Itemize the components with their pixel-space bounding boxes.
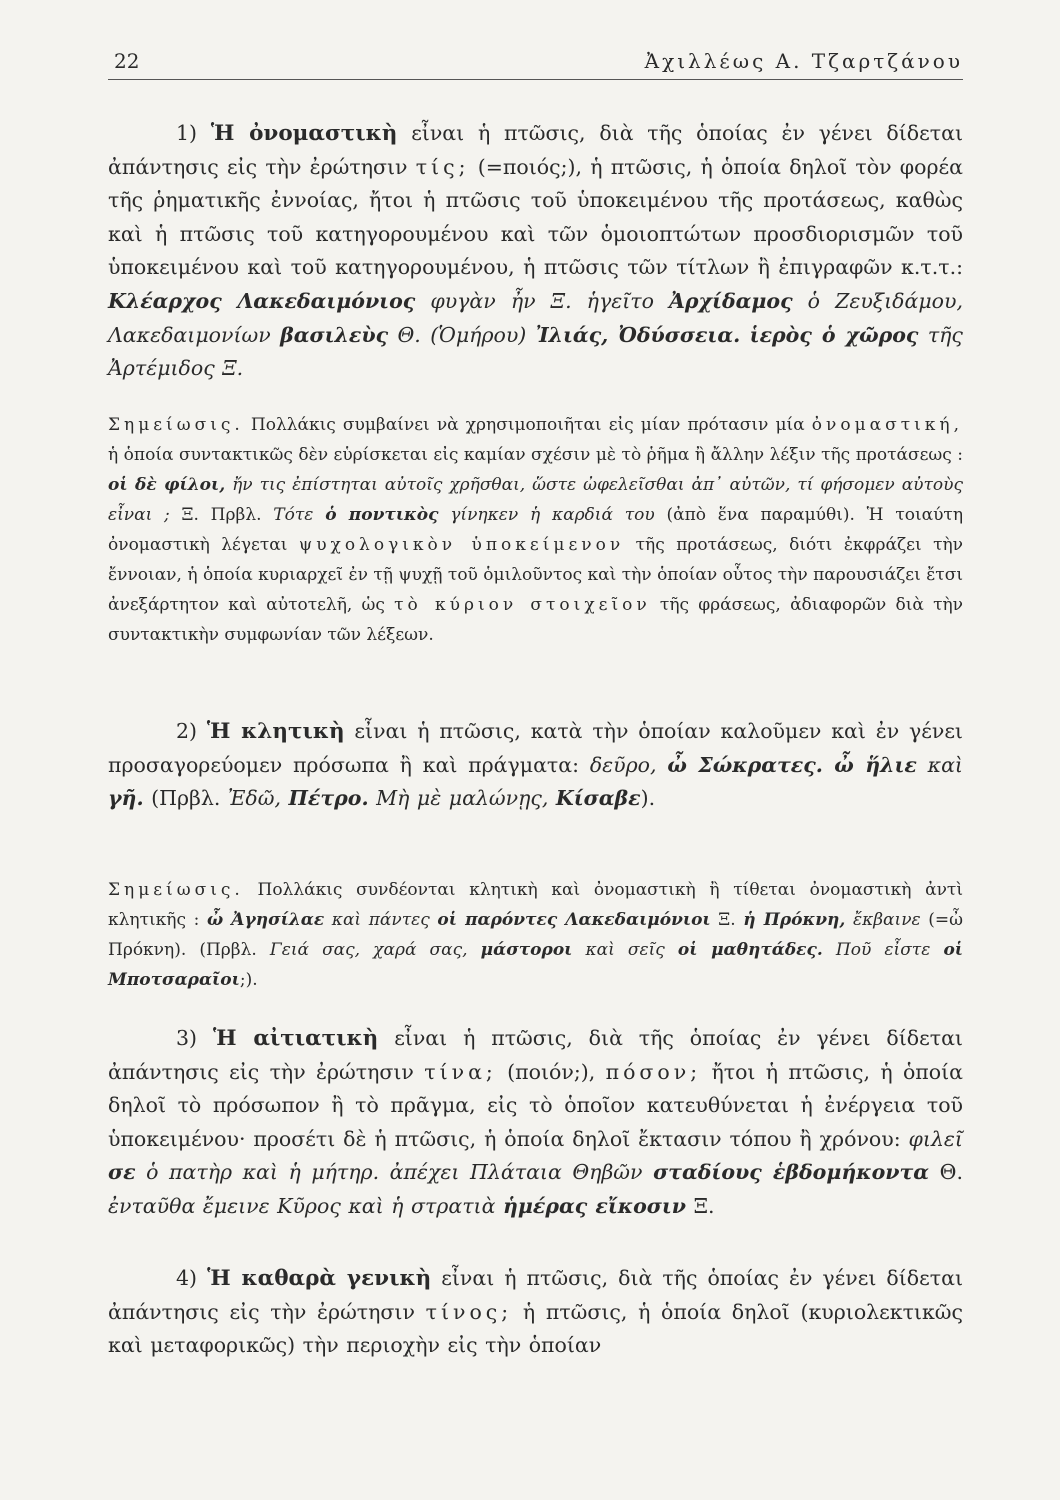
example: τῆς Ἀρτέμιδος Ξ.	[108, 322, 963, 381]
note-text: Πολλάκις συμβαίνει νὰ χρησιμοποιῆται εἰς μίαν πρότασιν μία	[250, 415, 805, 435]
section-vocative	[108, 715, 963, 816]
note-label: Σημείωσις.	[108, 880, 244, 900]
book-author: Ἀχιλλέως Α. Τζαρτζάνου	[644, 49, 963, 73]
note-text: τῆς προτάσεως, διότι ἐκφράζει τὴν ἔννοιαν, ἡ ὁποία κυριαρχεῖ ἐν τῇ ψυχῇ τοῦ ὁμιλοῦντος καὶ τὴν ὁποίαν οὗτος τὴν παρουσιάζει ἔτσι ἀνεξάρτητον καὶ αὐτοτελῆ, ὡς	[108, 535, 964, 615]
question-word: τίνος;	[425, 1299, 513, 1324]
body-text: (ποιόν;),	[507, 1059, 596, 1084]
section-nominative	[108, 117, 963, 386]
section-number: 2)	[176, 719, 198, 743]
body-text: ἤτοι ἡ πτῶσις, ἡ ὁποία δηλοῖ τὸ πρόσωπον ἢ τὸ πρᾶγμα, εἰς τὸ ὁποῖον κατευθύνεται ἡ ἐνέργεια τοῦ ὑποκειμένου· προσέτι δὲ ἡ πτῶσις, ἡ ὁποία δηλοῖ ἔκτασιν τόπου ἢ χρόνου:	[108, 1059, 963, 1151]
example: ὁ πατὴρ καὶ ἡ μήτηρ. ἀπέχει Πλάταια Θηβῶν	[146, 1160, 643, 1185]
example: καὶ πάντες	[331, 910, 430, 930]
example: ἤν τις ἐπίστηται αὐτοῖς χρῆσθαι, ὥστε ὠφελεῖσθαι ἀπ᾽ αὐτῶν, τί φήσομεν αὐτοὺς εἶναι ;	[108, 475, 964, 525]
section-genitive	[108, 1262, 963, 1363]
example: φιλεῖ	[908, 1126, 963, 1151]
example: ἔκβαινε	[852, 910, 921, 930]
example-bold: βασιλεὺς	[280, 322, 389, 347]
spaced-term: ὀνομαστική,	[811, 415, 964, 435]
note-text: Ξ. Πρβλ.	[181, 505, 262, 525]
example: ὁ Ζευξιδάμου, Λακεδαιμονίων	[108, 288, 963, 347]
note-text: ;).	[239, 970, 258, 990]
example-bold: οἱ μαθητάδες.	[677, 940, 823, 960]
example-bold: Ἰλιάς, Ὀδύσσεια.	[535, 322, 741, 347]
section-accusative	[108, 1022, 963, 1224]
example-bold: ὁ ποντικὸς	[325, 505, 439, 525]
example-bold: σταδίους ἑβδομήκοντα	[653, 1160, 930, 1185]
section-heading: Ἡ αἰτιατικὴ	[212, 1026, 379, 1051]
note-nominative	[108, 410, 963, 650]
running-head	[108, 47, 963, 80]
example-bold: Κλέαρχος Λακεδαιμόνιος	[108, 288, 416, 313]
example: γίνηκεν ἡ καρδιά του	[450, 505, 655, 525]
spaced-term: ψυχολογικὸν ὑποκείμενον	[298, 535, 625, 555]
note-text: (=ὦ Πρόκνη). (Πρβλ.	[108, 910, 964, 960]
example-bold: γῆ.	[108, 786, 144, 811]
body-text: εἶναι ἡ πτῶσις, διὰ τῆς ὁποίας ἐν γένει δίδεται ἀπάντησις εἰς τὴν ἐρώτησιν	[108, 121, 963, 179]
body-text: εἶναι ἡ πτῶσις, διὰ τῆς ὁποίας ἐν γένει δίδεται ἀπάντησις εἰς τὴν ἐρώτησιν	[108, 1026, 963, 1084]
section-heading: Ἡ ὀνομαστικὴ	[210, 121, 398, 146]
note-text: ἡ ὁποία συντακτικῶς δὲν εὑρίσκεται εἰς καμίαν σχέσιν μὲ τὸ ῥῆμα ἢ ἄλλην λέξιν τῆς προτάσεως :	[108, 445, 963, 465]
body-text: (=ποιός;), ἡ πτῶσις, ἡ ὁποία δηλοῖ τὸν φορέα τῆς ῥηματικῆς ἐννοίας, ἤτοι ἡ πτῶσις τοῦ ὑποκειμένου τῆς προτάσεως, καθὼς καὶ ἡ πτῶσις τοῦ κατηγορουμένου καὶ τῶν ὁμοιοπτώτων προσδιορισμῶν τοῦ ὑποκειμένου καὶ τοῦ κατηγορουμένου, ἡ πτῶσις τῶν τίτλων ἢ ἐπιγραφῶν κ.τ.τ.:	[108, 154, 963, 280]
example: Ἐδῶ,	[227, 786, 281, 811]
example-bold: Ἀρχίδαμος	[669, 288, 793, 313]
section-number: 1)	[176, 121, 198, 145]
example: Ποῦ εἶστε	[835, 940, 931, 960]
example: Τότε	[273, 505, 314, 525]
example: δεῦρο,	[589, 752, 657, 777]
example-bold: οἱ δὲ φίλοι,	[108, 475, 226, 495]
body-text: εἶναι ἡ πτῶσις, κατὰ τὴν ὁποίαν καλοῦμεν καὶ ἐν γένει προσαγορεύομεν πρόσωπα ἢ καὶ πράγματα:	[108, 719, 963, 777]
body-text: εἶναι ἡ πτῶσις, διὰ τῆς ὁποίας ἐν γένει δίδεται ἀπάντησις εἰς τὴν ἐρώτησιν	[108, 1266, 963, 1324]
example-bold: Κίσαβε	[555, 786, 641, 811]
example: καὶ σεῖς	[585, 940, 665, 960]
question-word: πόσον;	[605, 1059, 702, 1084]
note-text: τῆς φράσεως, ἀδιαφορῶν διὰ τὴν συντακτικὴν συμφωνίαν τῶν λέξεων.	[108, 595, 964, 645]
body-text: Ξ.	[693, 1193, 715, 1218]
example: Θ. (Ὁμήρου)	[397, 322, 527, 347]
page-number: 22	[114, 49, 140, 73]
example-bold: Πέτρο.	[288, 786, 369, 811]
body-text: ἡ πτῶσις, ἡ ὁποία δηλοῖ (κυριολεκτικῶς καὶ μεταφορικῶς) τὴν περιοχὴν εἰς τὴν ὁποίαν	[108, 1299, 963, 1358]
section-heading: Ἡ καθαρὰ γενικὴ	[207, 1266, 432, 1291]
section-number: 4)	[176, 1266, 198, 1290]
spaced-term: τὸ κύριον στοιχεῖον	[394, 595, 651, 615]
example-bold: οἱ Μποτσαραῖοι	[108, 940, 964, 990]
example-bold: σε	[108, 1160, 136, 1185]
section-number: 3)	[176, 1026, 198, 1050]
example-bold: ἱερὸς ὁ χῶρος	[749, 322, 919, 347]
example: Γειά σας, χαρά σας,	[269, 940, 468, 960]
question-word: τίνα;	[424, 1059, 497, 1084]
example: Μὴ μὲ μαλώνῃς,	[376, 786, 549, 811]
note-text: (ἀπὸ ἕνα παραμύθι). Ἡ τοιαύτη ὀνομαστικὴ λέγεται	[108, 505, 964, 555]
section-heading: Ἡ κλητικὴ	[206, 719, 345, 744]
example: ἐνταῦθα ἔμεινε Κῦρος καὶ ἡ στρατιὰ	[108, 1193, 496, 1218]
example-bold: ὦ Σώκρατες. ὦ ἥλιε	[667, 752, 917, 777]
body-text: (Πρβλ.	[151, 786, 221, 811]
example: φυγὰν ἦν Ξ. ἡγεῖτο	[430, 288, 654, 313]
example-bold: οἱ παρόντες Λακεδαιμόνιοι	[437, 910, 711, 930]
note-label: Σημείωσις.	[108, 415, 244, 435]
example: καὶ	[927, 752, 963, 777]
example-bold: ἡμέρας εἴκοσιν	[502, 1193, 687, 1218]
example-bold: μάστοροι	[480, 940, 573, 960]
body-text: Θ.	[939, 1160, 963, 1185]
body-text: ).	[640, 786, 656, 811]
question-word: τίς;	[415, 154, 470, 179]
note-text: Πολλάκις συνδέονται κλητικὴ καὶ ὀνομαστικὴ ἢ τίθεται ὀνομαστικὴ ἀντὶ κλητικῆς :	[108, 880, 964, 930]
note-vocative	[108, 875, 963, 995]
example-bold: ὦ Ἀγησίλαε	[206, 910, 325, 930]
note-text: Ξ.	[718, 910, 736, 930]
example-bold: ἡ Πρόκνη,	[743, 910, 846, 930]
